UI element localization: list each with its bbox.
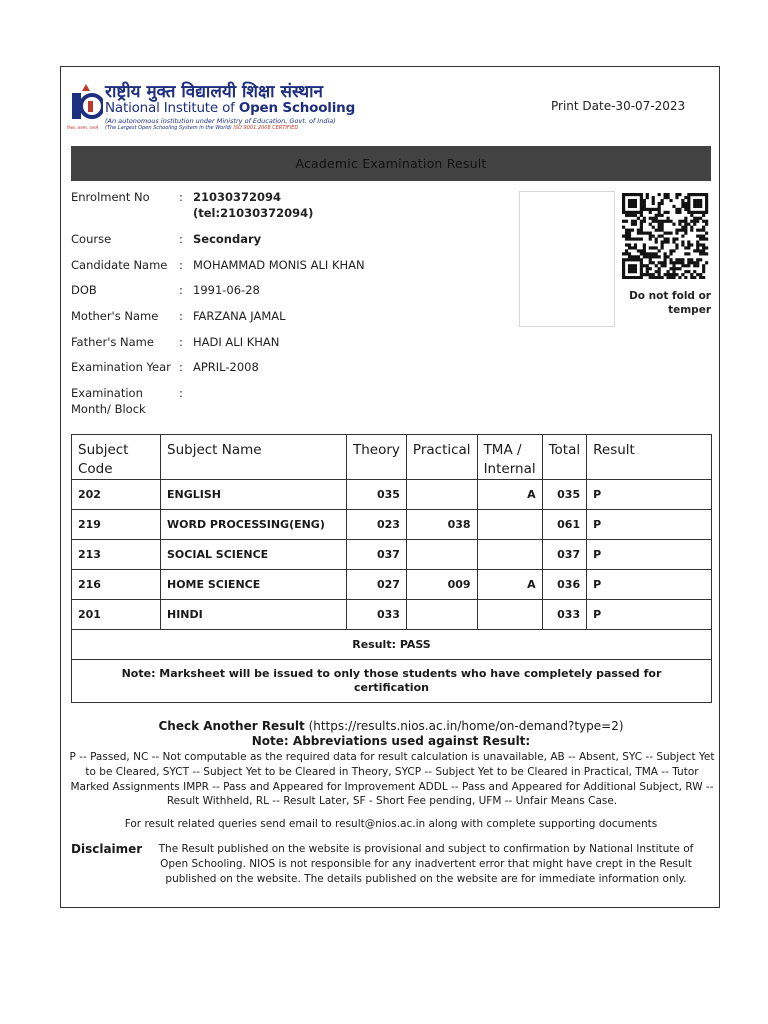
table-header-row	[72, 435, 712, 480]
subject-code: 202	[72, 480, 161, 510]
enrolment-label: Enrolment No	[71, 190, 150, 204]
table-row	[72, 510, 712, 540]
exam-year-value: APRIL-2008	[193, 360, 259, 374]
total-marks: 035	[542, 480, 587, 510]
total-marks: 037	[542, 540, 587, 570]
subject-result: P	[587, 540, 712, 570]
enrolment-value: 21030372094	[193, 190, 282, 204]
institute-subtagline: (The Largest Open Schooling System in the World) ISO 9001:2008 CERTIFIED	[105, 125, 299, 131]
abbreviations-title: Note: Abbreviations used against Result:	[251, 734, 531, 748]
theory-marks: 023	[347, 510, 407, 540]
col-subject-code: Subject Code	[72, 435, 161, 480]
father-name-label: Father's Name	[71, 335, 154, 349]
col-tma: TMA / Internal	[477, 435, 542, 480]
abbreviations-text: P -- Passed, NC -- Not computable as the required data for result calculation is unavailable, AB -- Absent, SYC -- Subject Yet to be Cleared, SYCT -- Subject Yet to be Cleared in Theory, SYCP -- Subject Yet to be Cleared in Practical, TMA -- Tutor Marked Assignments IMPR -- Pass and Appeared for Improvement ADDL -- Pass and Appeared for Additional Subject, RW -- Result Withheld, RL -- Result Later, SF - Short Fee pending, UFM -- Unfair Means Case.	[69, 751, 715, 808]
practical-marks	[406, 480, 477, 510]
subject-name: SOCIAL SCIENCE	[161, 540, 347, 570]
practical-marks	[406, 600, 477, 630]
enrolment-tel-link[interactable]: (tel:21030372094)	[193, 206, 314, 220]
subject-name: HOME SCIENCE	[161, 570, 347, 600]
total-marks: 036	[542, 570, 587, 600]
table-row	[72, 600, 712, 630]
table-row	[72, 570, 712, 600]
result-sheet	[60, 66, 720, 908]
subject-result: P	[587, 570, 712, 600]
dob-value: 1991-06-28	[193, 283, 260, 297]
photo-placeholder	[519, 191, 615, 327]
father-name-value: HADI ALI KHAN	[193, 335, 280, 349]
dob-label: DOB	[71, 283, 97, 297]
theory-marks: 035	[347, 480, 407, 510]
subject-result: P	[587, 510, 712, 540]
colon: :	[179, 190, 183, 204]
table-row	[72, 480, 712, 510]
course-value: Secondary	[193, 232, 262, 246]
overall-result: Result: PASS	[72, 630, 712, 660]
note-row	[72, 660, 712, 703]
tma-marks	[477, 600, 542, 630]
subject-result: P	[587, 600, 712, 630]
qr-code-icon	[619, 193, 711, 279]
institute-tagline: (An autonomous institution under Ministry of Education, Govt. of India)	[105, 117, 336, 125]
col-subject-name: Subject Name	[161, 435, 347, 480]
subject-code: 216	[72, 570, 161, 600]
subject-code: 213	[72, 540, 161, 570]
check-another-result: Check Another Result (https://results.nios.ac.in/home/on-demand?type=2)	[158, 719, 624, 733]
total-marks: 033	[542, 600, 587, 630]
subject-name: ENGLISH	[161, 480, 347, 510]
no-fold-note: Do not fold or temper	[629, 290, 711, 316]
subject-name: WORD PROCESSING(ENG)	[161, 510, 347, 540]
subject-code: 201	[72, 600, 161, 630]
practical-marks: 009	[406, 570, 477, 600]
colon: :	[179, 309, 183, 323]
col-total: Total	[542, 435, 587, 480]
mother-name-label: Mother's Name	[71, 309, 159, 323]
col-practical: Practical	[406, 435, 477, 480]
logo-tagline: शिक्षा, अवसर, उत्कर्ष	[67, 125, 99, 130]
exam-year-label: Examination Year	[71, 360, 171, 374]
tma-marks: A	[477, 570, 542, 600]
practical-marks: 038	[406, 510, 477, 540]
candidate-name-value: MOHAMMAD MONIS ALI KHAN	[193, 258, 365, 272]
mother-name-value: FARZANA JAMAL	[193, 309, 286, 323]
tma-marks	[477, 540, 542, 570]
exam-month-label-line2: Month/ Block	[71, 402, 146, 416]
query-note: For result related queries send email to result@nios.ac.in along with complete supporting documents	[124, 818, 658, 830]
practical-marks	[406, 540, 477, 570]
subject-code: 219	[72, 510, 161, 540]
colon: :	[179, 232, 183, 246]
nios-logo-icon	[69, 81, 103, 125]
colon: :	[179, 258, 183, 272]
candidate-name-label: Candidate Name	[71, 258, 168, 272]
overall-result-row	[72, 630, 712, 660]
subject-result: P	[587, 480, 712, 510]
course-label: Course	[71, 232, 112, 246]
page-title: Academic Examination Result	[71, 146, 711, 181]
col-theory: Theory	[347, 435, 407, 480]
check-result-link[interactable]: (https://results.nios.ac.in/home/on-demand?type=2)	[308, 719, 624, 733]
colon: :	[179, 360, 183, 374]
theory-marks: 027	[347, 570, 407, 600]
total-marks: 061	[542, 510, 587, 540]
disclaimer-text: The Result published on the website is provisional and subject to confirmation by National Institute of Open Schooling. NIOS is not responsible for any inadvertent error that might have crept in the Result published on the website. The details published on the website are for immediate information only.	[158, 843, 694, 885]
colon: :	[179, 335, 183, 349]
tma-marks: A	[477, 480, 542, 510]
marks-table	[71, 434, 712, 703]
colon: :	[179, 283, 183, 297]
institute-hindi-name: राष्ट्रीय मुक्त विद्यालयी शिक्षा संस्थान	[105, 82, 323, 102]
col-result: Result	[587, 435, 712, 480]
table-row	[72, 540, 712, 570]
institute-english-name: National Institute of Open Schooling	[105, 100, 356, 116]
tma-marks	[477, 510, 542, 540]
disclaimer-label: Disclaimer	[71, 842, 143, 856]
theory-marks: 033	[347, 600, 407, 630]
print-date: Print Date-30-07-2023	[551, 99, 686, 113]
theory-marks: 037	[347, 540, 407, 570]
subject-name: HINDI	[161, 600, 347, 630]
colon: :	[179, 386, 183, 400]
marksheet-note: Note: Marksheet will be issued to only those students who have completely passed for certification	[72, 660, 712, 703]
exam-month-label: Examination	[71, 386, 143, 400]
